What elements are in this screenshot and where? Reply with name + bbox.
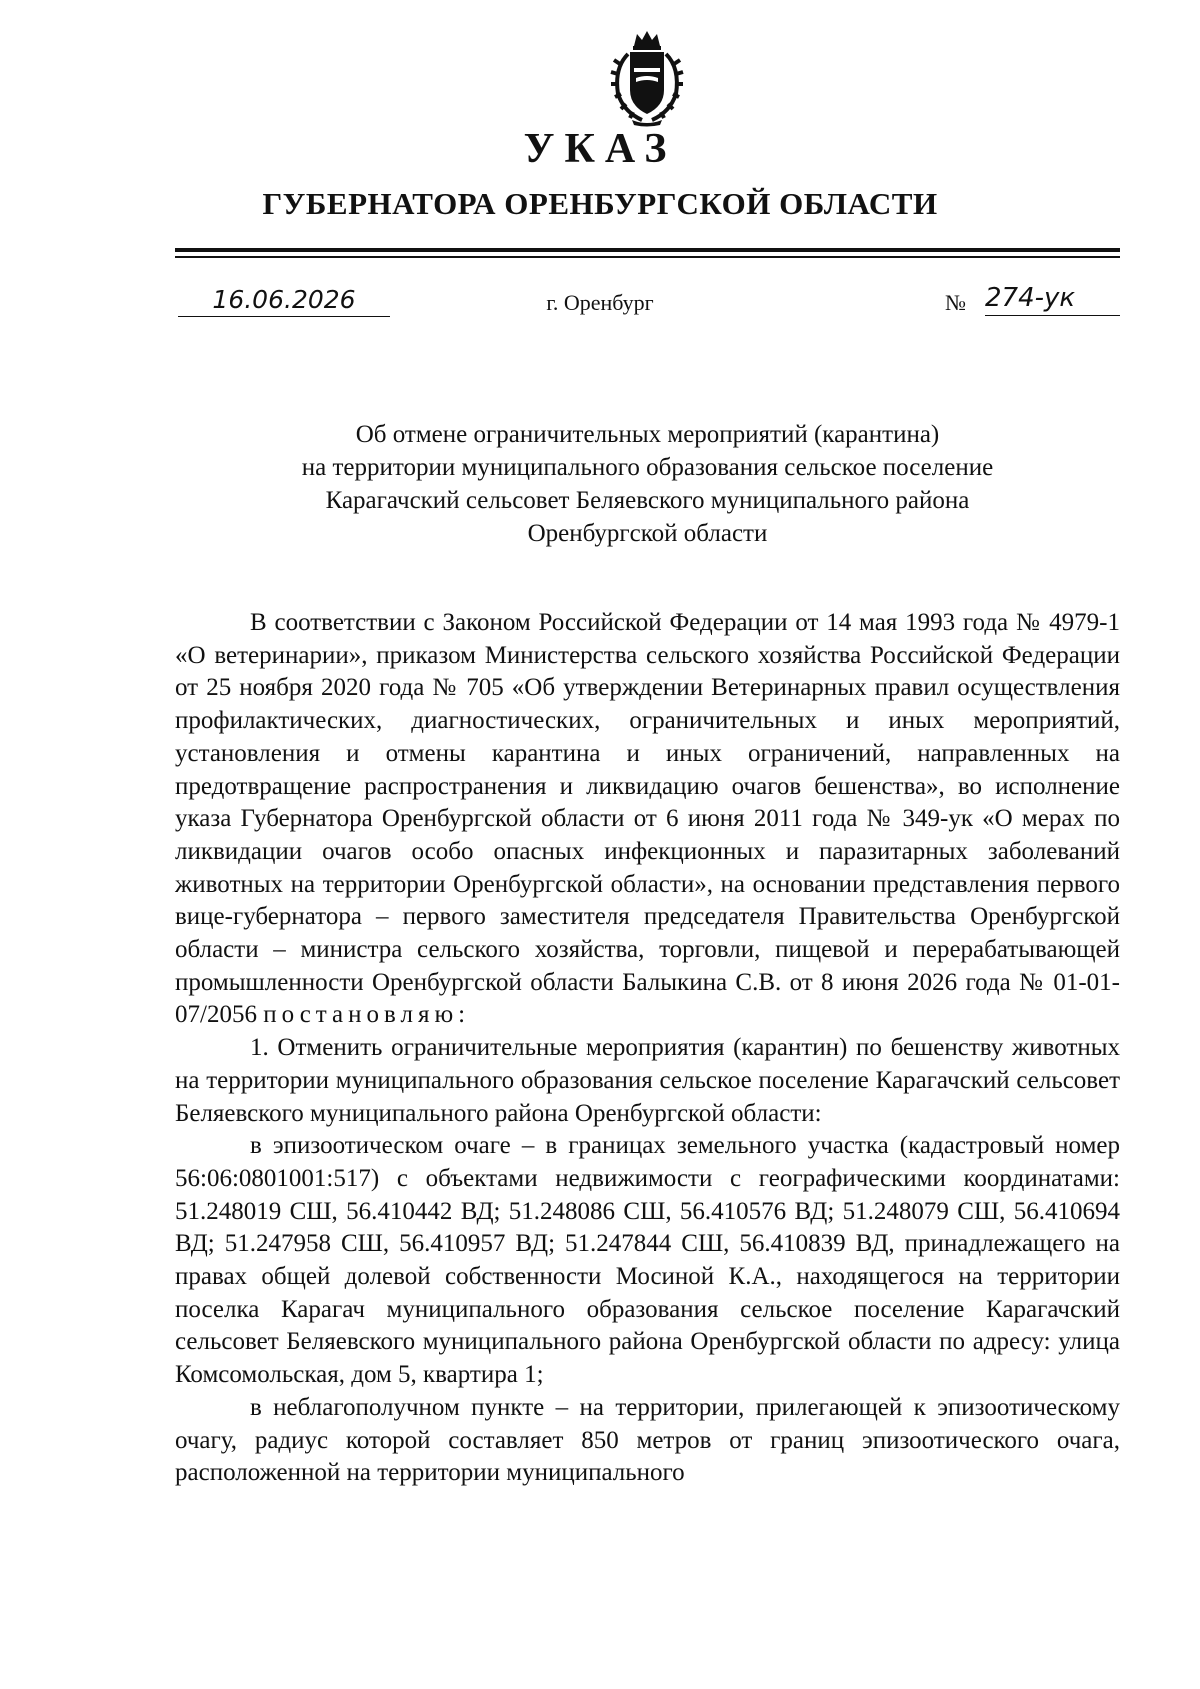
header-divider-thick [175, 248, 1120, 252]
header-divider-thin [175, 256, 1120, 258]
decree-city: г. Оренбург [546, 290, 654, 315]
document-subtitle: ГУБЕРНАТОРА ОРЕНБУРГСКОЙ ОБЛАСТИ [262, 186, 938, 221]
decree-heading [175, 418, 1120, 550]
decree-word: постановляю: [263, 1001, 471, 1029]
coat-of-arms-emblem [602, 28, 692, 128]
heading-line: Оренбургской области [527, 520, 768, 547]
preamble-paragraph [175, 607, 1120, 1032]
decree-number: 274-ук [985, 283, 1120, 316]
heading-line: Карагачский сельсовет Беляевского муниципального района [325, 487, 970, 514]
preamble-text: В соответствии с Законом Российской Федерации от 14 мая 1993 года № 4979-1 «О ветеринарии», приказом Министерства сельского хозяйства Российской Федерации от 25 ноября 2020 года № 705 «Об утверждении Ветеринарных правил осуществления профилактических, диагностических, ограничительных и иных мероприятий, установления и отмены карантина и иных ограничений, направленных на предотвращение распространения и ликвидацию очагов бешенства», во исполнение указа Губернатора Оренбургской области от 6 июня 2011 года № 349-ук «О мерах по ликвидации очагов особо опасных инфекционных и паразитарных заболеваний животных на территории Оренбургской области», на основании представления первого вице-губернатора – первого заместителя председателя Правительства Оренбургской области – министра сельского хозяйства, торговли, пищевой и перерабатывающей промышленности Оренбургской области Балыкина С.В. от 8 июня 2026 года № 01-01-07/2056 [175, 609, 1120, 1029]
decree-body [175, 607, 1120, 1490]
decree-number-sign: № [945, 290, 966, 315]
item-1-paragraph: 1. Отменить ограничительные мероприятия (карантин) по бешенству животных на территории муниципального образования сельское поселение Карагачский сельсовет Беляевского муниципального района Оренбургской области: [175, 1034, 1120, 1127]
unfavorable-point-paragraph: в неблагополучном пункте – на территории, прилегающей к эпизоотическому очагу, радиус которой составляет 850 метров от границ эпизоотического очага, расположенной на территории муниципального [175, 1393, 1120, 1487]
heading-line: на территории муниципального образования сельское поселение [301, 454, 994, 481]
heading-line: Об отмене ограничительных мероприятий (карантина) [355, 421, 940, 448]
decree-date: 16.06.2026 [178, 285, 390, 317]
document-title: УКАЗ [523, 126, 677, 172]
epizootic-focus-paragraph: в эпизоотическом очаге – в границах земельного участка (кадастровый номер 56:06:0801001:517) с объектами недвижимости с географическими координатами: 51.248019 СШ, 56.410442 ВД; 51.248086 СШ, 56.410576 ВД; 51.248079 СШ, 56.410694 ВД; 51.247958 СШ, 56.410957 ВД; 51.247844 СШ, 56.410839 ВД, принадлежащего на правах общей долевой собственности Мосиной К.А., находящегося на территории поселка Карагач муниципального образования сельское поселение Карагачский сельсовет Беляевского муниципального района Оренбургской области по адресу: улица Комсомольская, дом 5, квартира 1; [175, 1132, 1120, 1389]
